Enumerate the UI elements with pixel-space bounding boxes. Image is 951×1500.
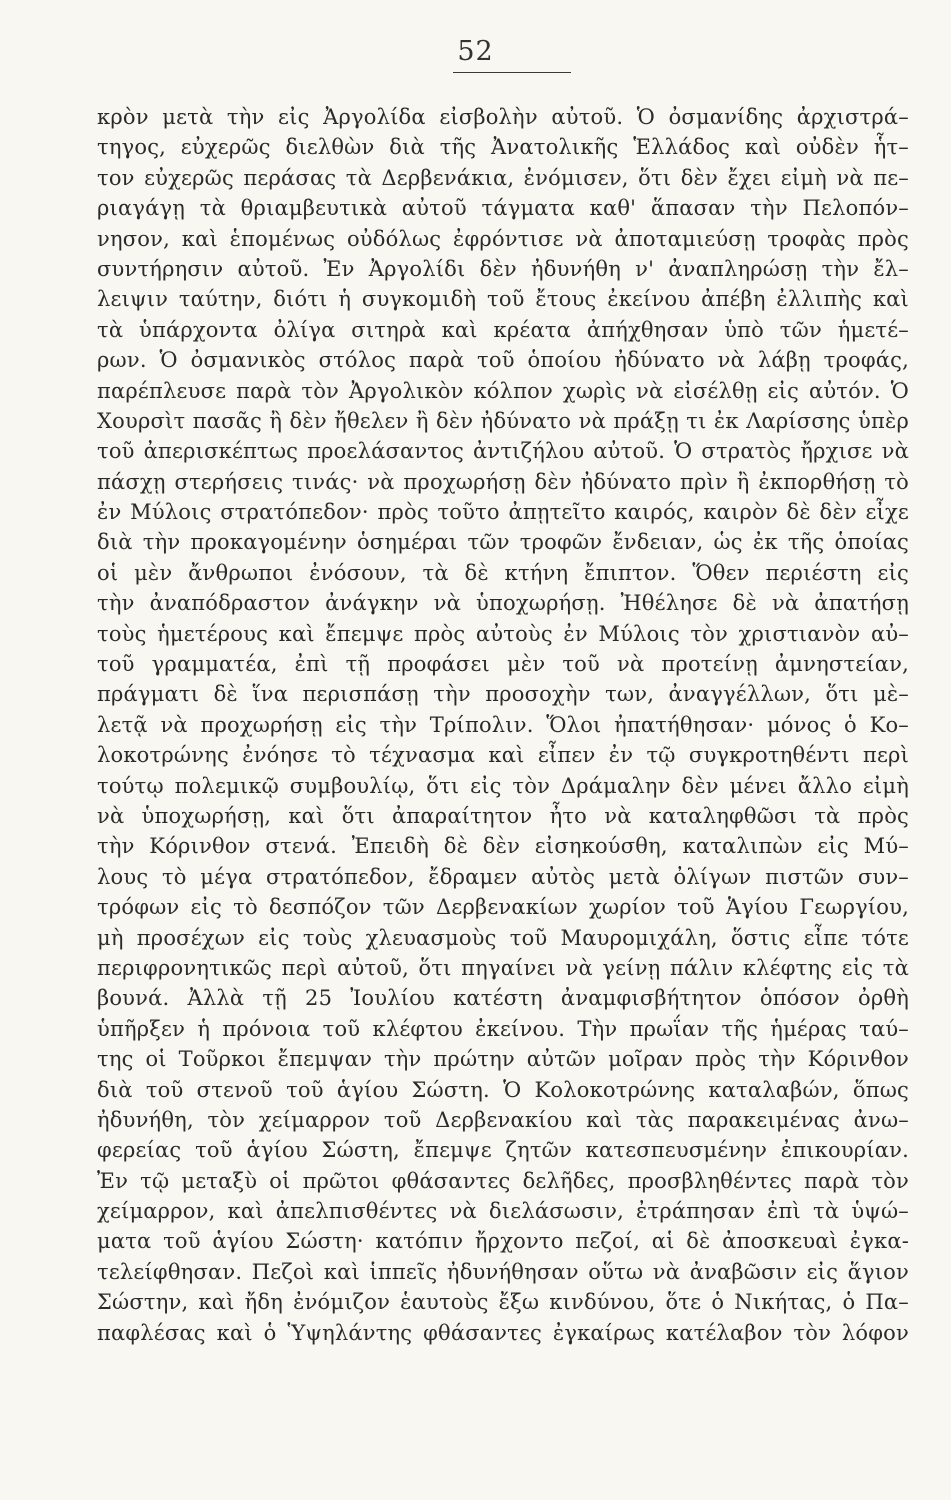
text-line: πράγματι δὲ ἵνα περισπάσῃ τὴν προσοχὴν των, ἀναγγέλλων, ὅτι μὲ– bbox=[97, 682, 909, 707]
text-line: κρὸν μετὰ τὴν εἰς Ἀργολίδα εἰσβολὴν αὐτοῦ. Ὁ ὀσμανίδης ἀρχιστρά– bbox=[97, 105, 909, 129]
text-line: μὴ προσέχων εἰς τοὺς χλευασμοὺς τοῦ Μαυρομιχάλη, ὅστις εἶπε τότε bbox=[97, 925, 909, 950]
text-line: πάσχῃ στερήσεις τινάς· νὰ προχωρήσῃ δὲν ἠδύνατο πρὶν ἢ ἐκπορθήσῃ τὸ bbox=[97, 469, 909, 494]
text-line: διὰ τὴν προκαγομένην ὁσημέραι τῶν τροφῶν ἔνδειαν, ὡς ἐκ τῆς ὁποίας bbox=[97, 530, 909, 555]
text-line: νὰ ὑποχωρήσῃ, καὶ ὅτι ἀπαραίτητον ἦτο νὰ καταληφθῶσι τὰ πρὸς bbox=[97, 803, 909, 828]
text-line: παρέπλευσε παρὰ τὸν Ἀργολικὸν κόλπον χωρὶς νὰ εἰσέλθῃ εἰς αὐτόν. Ὁ bbox=[97, 378, 909, 403]
header-rule bbox=[453, 72, 571, 73]
text-line: ἐν Μύλοις στρατόπεδον· πρὸς τοῦτο ἀπῃτεῖτο καιρός, καιρὸν δὲ δὲν εἶχε bbox=[97, 500, 909, 525]
text-line: ἠδυνήθη, τὸν χείμαρρον τοῦ Δερβενακίου καὶ τὰς παρακειμένας ἀνω– bbox=[97, 1107, 909, 1132]
text-line: τὰ ὑπάρχοντα ὀλίγα σιτηρὰ καὶ κρέατα ἀπήχθησαν ὑπὸ τῶν ἡμετέ– bbox=[97, 317, 909, 342]
text-line: παφλέσας καὶ ὁ Ὑψηλάντης φθάσαντες ἐγκαίρως κατέλαβον τὸν λόφον bbox=[97, 1320, 909, 1345]
text-line: τελείφθησαν. Πεζοὶ καὶ ἱππεῖς ἠδυνήθησαν οὕτω νὰ ἀναβῶσιν εἰς ἅγιον bbox=[97, 1259, 909, 1284]
text-line: βουνά. Ἀλλὰ τῇ 25 Ἰουλίου κατέστη ἀναμφισβήτητον ὁπόσον ὀρθὴ bbox=[97, 986, 909, 1011]
text-line: ριαγάγῃ τὰ θριαμβευτικὰ αὐτοῦ τάγματα καθ' ἅπασαν τὴν Πελοπόν– bbox=[97, 196, 909, 221]
text-line: συντήρησιν αὐτοῦ. Ἐν Ἀργολίδι δὲν ἠδυνήθη ν' ἀναπληρώσῃ τὴν ἔλ– bbox=[97, 256, 909, 281]
page-number: 52 bbox=[457, 36, 494, 67]
text-line: λους τὸ μέγα στρατόπεδον, ἔδραμεν αὐτὸς μετὰ ὀλίγων πιστῶν συν– bbox=[97, 864, 909, 889]
text-line: λειψιν ταύτην, διότι ἡ συγκομιδὴ τοῦ ἔτους ἐκείνου ἀπέβη ἐλλιπὴς καὶ bbox=[97, 287, 909, 312]
text-line: ματα τοῦ ἁγίου Σώστη· κατόπιν ἤρχοντο πεζοί, αἱ δὲ ἀποσκευαὶ ἐγκα- bbox=[97, 1229, 909, 1254]
text-line: τὴν ἀναπόδραστον ἀνάγκην νὰ ὑποχωρήσῃ. Ἠθέλησε δὲ νὰ ἀπατήσῃ bbox=[97, 591, 909, 616]
text-line: τρόφων εἰς τὸ δεσπόζον τῶν Δερβενακίων χωρίον τοῦ Ἁγίου Γεωργίου, bbox=[97, 895, 909, 920]
text-line: τοῦ γραμματέα, ἐπὶ τῇ προφάσει μὲν τοῦ νὰ προτείνῃ ἀμνηστείαν, bbox=[97, 652, 909, 677]
text-line: τοῦ ἀπερισκέπτως προελάσαντος ἀντιζήλου αὐτοῦ. Ὁ στρατὸς ἤρχισε νὰ bbox=[97, 439, 909, 464]
text-line: ρων. Ὁ ὀσμανικὸς στόλος παρὰ τοῦ ὁποίου ἠδύνατο νὰ λάβῃ τροφάς, bbox=[97, 348, 909, 373]
text-line: φερείας τοῦ ἁγίου Σώστη, ἔπεμψε ζητῶν κατεσπευσμένην ἐπικουρίαν. bbox=[97, 1138, 909, 1163]
body-text bbox=[97, 102, 909, 1348]
text-line: Σώστην, καὶ ἤδη ἐνόμιζον ἑαυτοὺς ἔξω κινδύνου, ὅτε ὁ Νικήτας, ὁ Πα– bbox=[97, 1290, 909, 1315]
text-line: λετᾷ νὰ προχωρήσῃ εἰς τὴν Τρίπολιν. Ὅλοι ἠπατήθησαν· μόνος ὁ Κο– bbox=[97, 712, 909, 737]
text-line: της οἱ Τοῦρκοι ἔπεμψαν τὴν πρώτην αὐτῶν μοῖραν πρὸς τὴν Κόρινθον bbox=[97, 1047, 909, 1072]
text-line: Ἐν τῷ μεταξὺ οἱ πρῶτοι φθάσαντες δελῆδες, προσβληθέντες παρὰ τὸν bbox=[97, 1168, 909, 1193]
text-line: νησον, καὶ ἑπομένως οὐδόλως ἐφρόντισε νὰ ἀποταμιεύσῃ τροφὰς πρὸς bbox=[97, 226, 909, 251]
text-line: περιφρονητικῶς περὶ αὐτοῦ, ὅτι πηγαίνει νὰ γείνῃ πάλιν κλέφτης εἰς τὰ bbox=[97, 955, 909, 980]
text-line: Χουρσὶτ πασᾶς ἢ δὲν ἤθελεν ἢ δὲν ἠδύνατο νὰ πράξῃ τι ἐκ Λαρίσσης ὑπὲρ bbox=[97, 408, 909, 433]
text-line: χείμαρρον, καὶ ἀπελπισθέντες νὰ διελάσωσιν, ἐτράπησαν ἐπὶ τὰ ὑψώ– bbox=[97, 1199, 909, 1224]
text-line: ὑπῆρξεν ἡ πρόνοια τοῦ κλέφτου ἐκείνου. Τὴν πρωΐαν τῆς ἡμέρας ταύ– bbox=[97, 1016, 909, 1041]
text-line: λοκοτρώνης ἐνόησε τὸ τέχνασμα καὶ εἶπεν ἐν τῷ συγκροτηθέντι περὶ bbox=[97, 743, 909, 768]
text-line: τὴν Κόρινθον στενά. Ἐπειδὴ δὲ δὲν εἰσηκούσθη, καταλιπὼν εἰς Μύ– bbox=[97, 834, 909, 859]
text-line: τούτῳ πολεμικῷ συμβουλίῳ, ὅτι εἰς τὸν Δράμαλην δὲν μένει ἄλλο εἰμὴ bbox=[97, 773, 909, 798]
text-line: οἱ μὲν ἄνθρωποι ἐνόσουν, τὰ δὲ κτήνη ἔπιπτον. Ὅθεν περιέστη εἰς bbox=[97, 560, 909, 585]
text-line: τοὺς ἡμετέρους καὶ ἔπεμψε πρὸς αὐτοὺς ἐν Μύλοις τὸν χριστιανὸν αὐ– bbox=[97, 621, 909, 646]
text-line: τον εὐχερῶς περάσας τὰ Δερβενάκια, ἐνόμισεν, ὅτι δὲν ἔχει εἰμὴ νὰ πε– bbox=[97, 165, 909, 190]
text-line: τηγος, εὐχερῶς διελθὼν διὰ τῆς Ἀνατολικῆς Ἑλλάδος καὶ οὐδὲν ἧτ– bbox=[97, 135, 909, 160]
text-line: διὰ τοῦ στενοῦ τοῦ ἁγίου Σώστη. Ὁ Κολοκοτρώνης καταλαβών, ὅπως bbox=[97, 1077, 909, 1102]
